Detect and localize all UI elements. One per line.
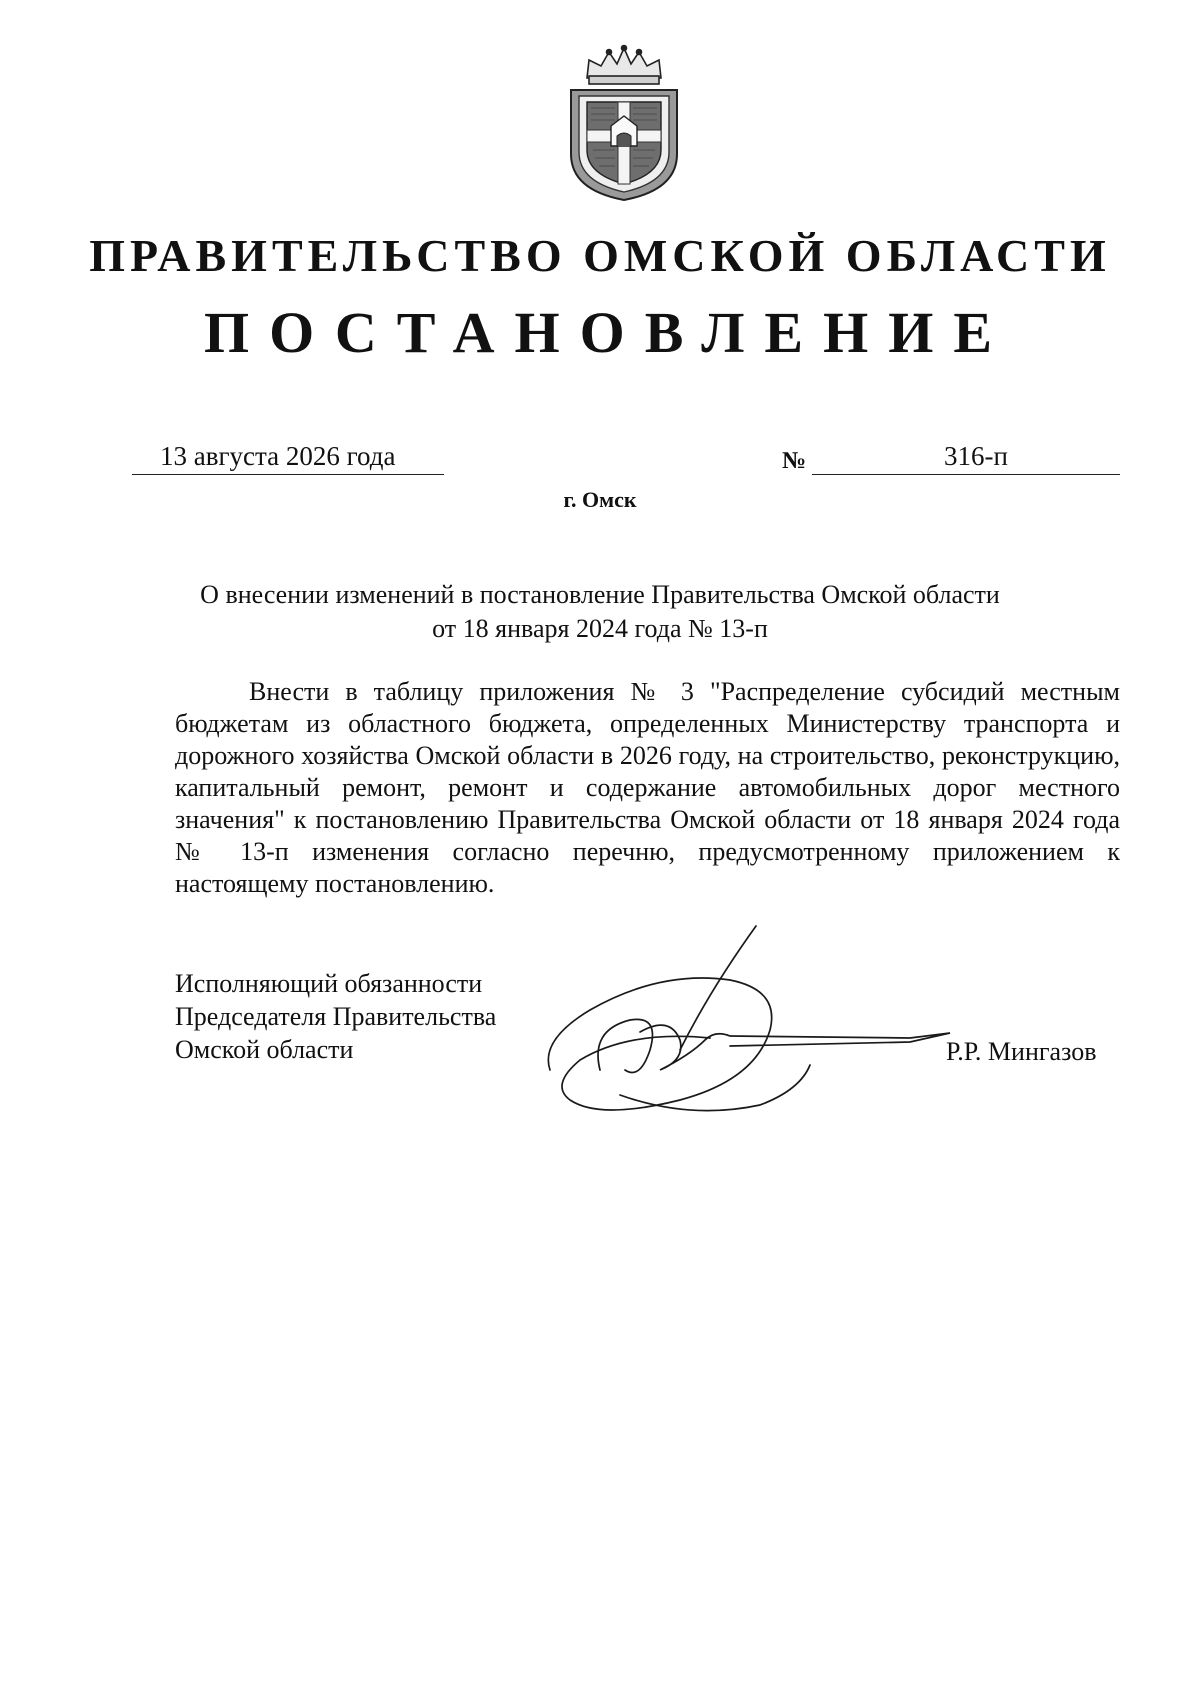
organization-title: ПРАВИТЕЛЬСТВО ОМСКОЙ ОБЛАСТИ <box>89 230 1111 281</box>
signatory-position <box>175 967 496 1066</box>
coat-of-arms-emblem <box>565 44 683 202</box>
document-subject <box>0 578 1200 646</box>
position-line-1: Исполняющий обязанности <box>175 969 483 998</box>
handwritten-signature <box>530 920 960 1135</box>
number-sign: № <box>782 448 807 474</box>
body-paragraph: Внести в таблицу приложения № 3 "Распределение субсидий местным бюджетам из областного бюджета, определенных Министерству транспорта и дорожного хозяйства Омской области в 2026 году, на строительство, реконструкцию, капитальный ремонт, ремонт и содержание автомобильных дорог местного значения" к постановлению Правительства Омской области от 18 января 2024 года № 13-п изменения согласно перечню, предусмотренному приложением к настоящему постановлению. <box>175 677 1120 898</box>
position-line-2: Председателя Правительства <box>175 1002 497 1031</box>
signatory-name: Р.Р. Мингазов <box>946 1037 1097 1066</box>
subject-line-2: от 18 января 2024 года № 13-п <box>432 614 768 643</box>
document-type-title: ПОСТАНОВЛЕНИЕ <box>203 300 1013 365</box>
document-date: 13 августа 2026 года <box>160 441 396 471</box>
document-number: 316-п <box>944 441 1008 471</box>
position-line-3: Омской области <box>175 1035 354 1064</box>
subject-line-1: О внесении изменений в постановление Правительства Омской области <box>200 580 1000 609</box>
city-name: г. Омск <box>563 487 637 512</box>
